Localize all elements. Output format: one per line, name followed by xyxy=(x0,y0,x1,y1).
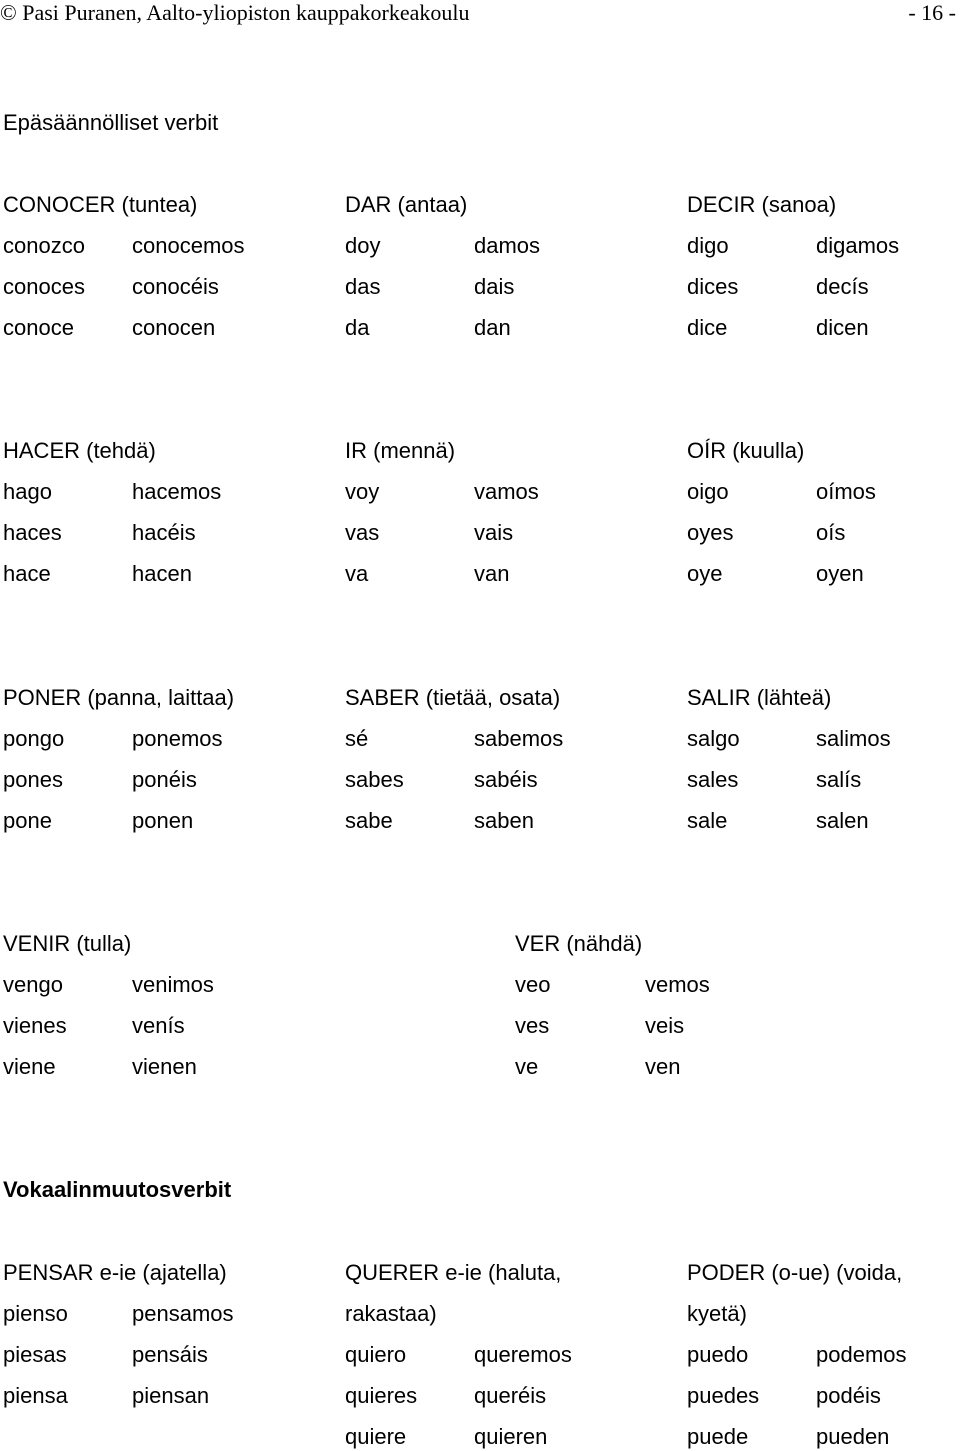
conjugation-cell: saben xyxy=(474,808,534,833)
conjugation-cell: van xyxy=(474,561,510,586)
conjugation-cell: vamos xyxy=(474,479,539,504)
conjugation-cell: oyes xyxy=(687,520,734,545)
conjugation-cell: vas xyxy=(345,520,380,545)
conjugation-cell: sale xyxy=(687,808,728,833)
conjugation-cell: quiere xyxy=(345,1424,407,1449)
conjugation-cell: digamos xyxy=(816,233,900,258)
conjugation-cell: venimos xyxy=(132,972,214,997)
conjugation-cell: vengo xyxy=(3,972,63,997)
conjugation-cell: conocen xyxy=(132,315,216,340)
conjugation-cell: sabéis xyxy=(474,767,538,792)
conjugation-cell: hacemos xyxy=(132,479,222,504)
section-title-vowel-change-verbs: Vokaalinmuutosverbit xyxy=(3,1177,232,1202)
conjugation-cell: ve xyxy=(515,1054,539,1079)
conjugation-cell: pienso xyxy=(3,1301,68,1326)
conjugation-cell: salgo xyxy=(687,726,740,751)
section-title-irregular-verbs: Epäsäännölliset verbit xyxy=(3,110,219,135)
conjugation-cell: piensan xyxy=(132,1383,210,1408)
page-header xyxy=(0,0,960,26)
conjugation-cell: sabes xyxy=(345,767,404,792)
verb-title-poder: PODER (o-ue) (voida, xyxy=(687,1260,903,1285)
conjugation-cell: decís xyxy=(816,274,869,299)
conjugation-cell: dan xyxy=(474,315,511,340)
conjugation-cell: veis xyxy=(645,1013,685,1038)
conjugation-cell: hace xyxy=(3,561,51,586)
conjugation-cell: dices xyxy=(687,274,739,299)
conjugation-cell: ven xyxy=(645,1054,681,1079)
conjugation-cell: vemos xyxy=(645,972,710,997)
conjugation-cell: damos xyxy=(474,233,541,258)
conjugation-cell: das xyxy=(345,274,381,299)
conjugation-cell: hacen xyxy=(132,561,192,586)
verb-title-oir: OÍR (kuulla) xyxy=(687,438,805,463)
conjugation-cell: conoce xyxy=(3,315,74,340)
conjugation-cell: venís xyxy=(132,1013,185,1038)
verb-title-pensar: PENSAR e-ie (ajatella) xyxy=(3,1260,227,1285)
conjugation-cell: va xyxy=(345,561,369,586)
conjugation-cell: pueden xyxy=(816,1424,890,1449)
header-copyright: © Pasi Puranen, Aalto-yliopiston kauppakorkeakoulu xyxy=(0,0,470,25)
page-number: - 16 - xyxy=(908,0,956,25)
conjugation-cell: da xyxy=(345,315,370,340)
conjugation-cell: conocemos xyxy=(132,233,245,258)
conjugation-cell: oigo xyxy=(687,479,729,504)
conjugation-cell: puedes xyxy=(687,1383,760,1408)
conjugation-cell: dicen xyxy=(816,315,869,340)
verb-title-dar: DAR (antaa) xyxy=(345,192,468,217)
conjugation-cell: viene xyxy=(3,1054,56,1079)
verb-title-ir: IR (mennä) xyxy=(345,438,456,463)
verb-title-salir: SALIR (lähteä) xyxy=(687,685,832,710)
conjugation-cell: haces xyxy=(3,520,62,545)
conjugation-cell: ves xyxy=(515,1013,550,1038)
conjugation-cell: piensa xyxy=(3,1383,68,1408)
conjugation-cell: ponéis xyxy=(132,767,197,792)
conjugation-cell: pensáis xyxy=(132,1342,208,1367)
conjugation-cell: hago xyxy=(3,479,52,504)
conjugation-cell: vais xyxy=(474,520,514,545)
conjugation-cell: pongo xyxy=(3,726,65,751)
conjugation-cell: veo xyxy=(515,972,551,997)
conjugation-cell: salimos xyxy=(816,726,891,751)
verb-title-conocer: CONOCER (tuntea) xyxy=(3,192,198,217)
conjugation-cell: piesas xyxy=(3,1342,67,1367)
conjugation-cell: podemos xyxy=(816,1342,907,1367)
conjugation-cell: salís xyxy=(816,767,862,792)
conjugation-cell: podéis xyxy=(816,1383,881,1408)
conjugation-cell: pensamos xyxy=(132,1301,234,1326)
conjugation-cell: oís xyxy=(816,520,846,545)
conjugation-cell: sabe xyxy=(345,808,393,833)
conjugation-cell: dice xyxy=(687,315,728,340)
conjugation-cell: ponen xyxy=(132,808,194,833)
verb-title-saber: SABER (tietää, osata) xyxy=(345,685,561,710)
verb-title-venir: VENIR (tulla) xyxy=(3,931,132,956)
conjugation-cell: sé xyxy=(345,726,369,751)
conjugation-cell: voy xyxy=(345,479,380,504)
conjugation-cell: sabemos xyxy=(474,726,564,751)
conjugation-cell: puede xyxy=(687,1424,749,1449)
conjugation-cell: dais xyxy=(474,274,515,299)
conjugation-cell: doy xyxy=(345,233,381,258)
conjugation-cell: quiero xyxy=(345,1342,407,1367)
conjugation-cell: conozco xyxy=(3,233,85,258)
verb-title-poder-cont: kyetä) xyxy=(687,1301,747,1326)
conjugation-cell: sales xyxy=(687,767,739,792)
conjugation-cell: digo xyxy=(687,233,729,258)
conjugation-cell: queremos xyxy=(474,1342,572,1367)
conjugation-cell: hacéis xyxy=(132,520,196,545)
conjugation-cell: quieres xyxy=(345,1383,418,1408)
verb-title-querer: QUERER e-ie (haluta, xyxy=(345,1260,562,1285)
conjugation-cell: pone xyxy=(3,808,52,833)
conjugation-cell: conoces xyxy=(3,274,85,299)
conjugation-cell: pones xyxy=(3,767,63,792)
conjugation-cell: oímos xyxy=(816,479,876,504)
conjugation-cell: oye xyxy=(687,561,723,586)
conjugation-cell: oyen xyxy=(816,561,864,586)
conjugation-cell: puedo xyxy=(687,1342,749,1367)
conjugation-cell: quieren xyxy=(474,1424,548,1449)
verb-title-hacer: HACER (tehdä) xyxy=(3,438,156,463)
verb-title-querer-cont: rakastaa) xyxy=(345,1301,437,1326)
verb-title-decir: DECIR (sanoa) xyxy=(687,192,837,217)
verb-title-poner: PONER (panna, laittaa) xyxy=(3,685,235,710)
conjugation-cell: conocéis xyxy=(132,274,219,299)
conjugation-cell: vienes xyxy=(3,1013,67,1038)
conjugation-cell: ponemos xyxy=(132,726,223,751)
verb-title-ver: VER (nähdä) xyxy=(515,931,643,956)
conjugation-cell: salen xyxy=(816,808,869,833)
conjugation-cell: queréis xyxy=(474,1383,547,1408)
conjugation-cell: vienen xyxy=(132,1054,197,1079)
